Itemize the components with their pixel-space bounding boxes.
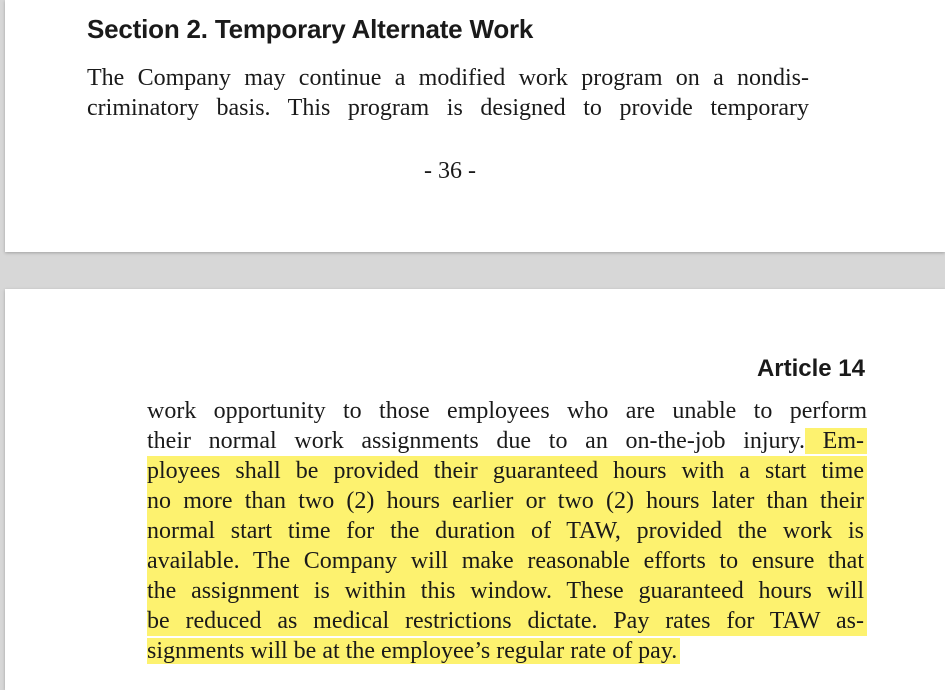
paragraph-line <box>147 606 867 636</box>
highlighted-text: normal start time for the duration of TAW, provided the work is <box>147 518 867 544</box>
paragraph-line <box>147 576 867 606</box>
body-paragraph <box>147 396 867 666</box>
highlighted-text: signments will be at the employee’s regular rate of pay. <box>147 638 680 664</box>
document-page-37 <box>5 289 945 690</box>
paragraph-line: criminatory basis. This program is designed to provide temporary <box>87 95 809 121</box>
paragraph-line <box>147 456 867 486</box>
body-paragraph <box>87 63 809 123</box>
document-page-36 <box>5 0 945 252</box>
paragraph-line <box>147 546 867 576</box>
paragraph-line <box>147 486 867 516</box>
highlighted-text: be reduced as medical restrictions dictate. Pay rates for TAW as- <box>147 608 867 634</box>
paragraph-line: The Company may continue a modified work program on a nondis- <box>87 65 809 91</box>
paragraph-line <box>147 516 867 546</box>
paragraph-line <box>147 636 867 666</box>
highlighted-text: the assignment is within this window. These guaranteed hours will <box>147 578 867 604</box>
page-number: - 36 - <box>424 158 476 184</box>
plain-text: work opportunity to those employees who are unable to perform <box>147 398 867 424</box>
paragraph-line <box>147 426 867 456</box>
plain-text: their normal work assignments due to an on-the-job injury. <box>147 428 805 454</box>
highlighted-text: ployees shall be provided their guaranteed hours with a start time <box>147 458 867 484</box>
article-heading: Article 14 <box>756 355 865 382</box>
highlighted-text: available. The Company will make reasonable efforts to ensure that <box>147 548 867 574</box>
highlighted-text: no more than two (2) hours earlier or two (2) hours later than their <box>147 488 867 514</box>
highlighted-text: Em- <box>805 428 867 454</box>
paragraph-line <box>147 396 867 426</box>
section-heading: Section 2. Temporary Alternate Work <box>87 14 534 44</box>
